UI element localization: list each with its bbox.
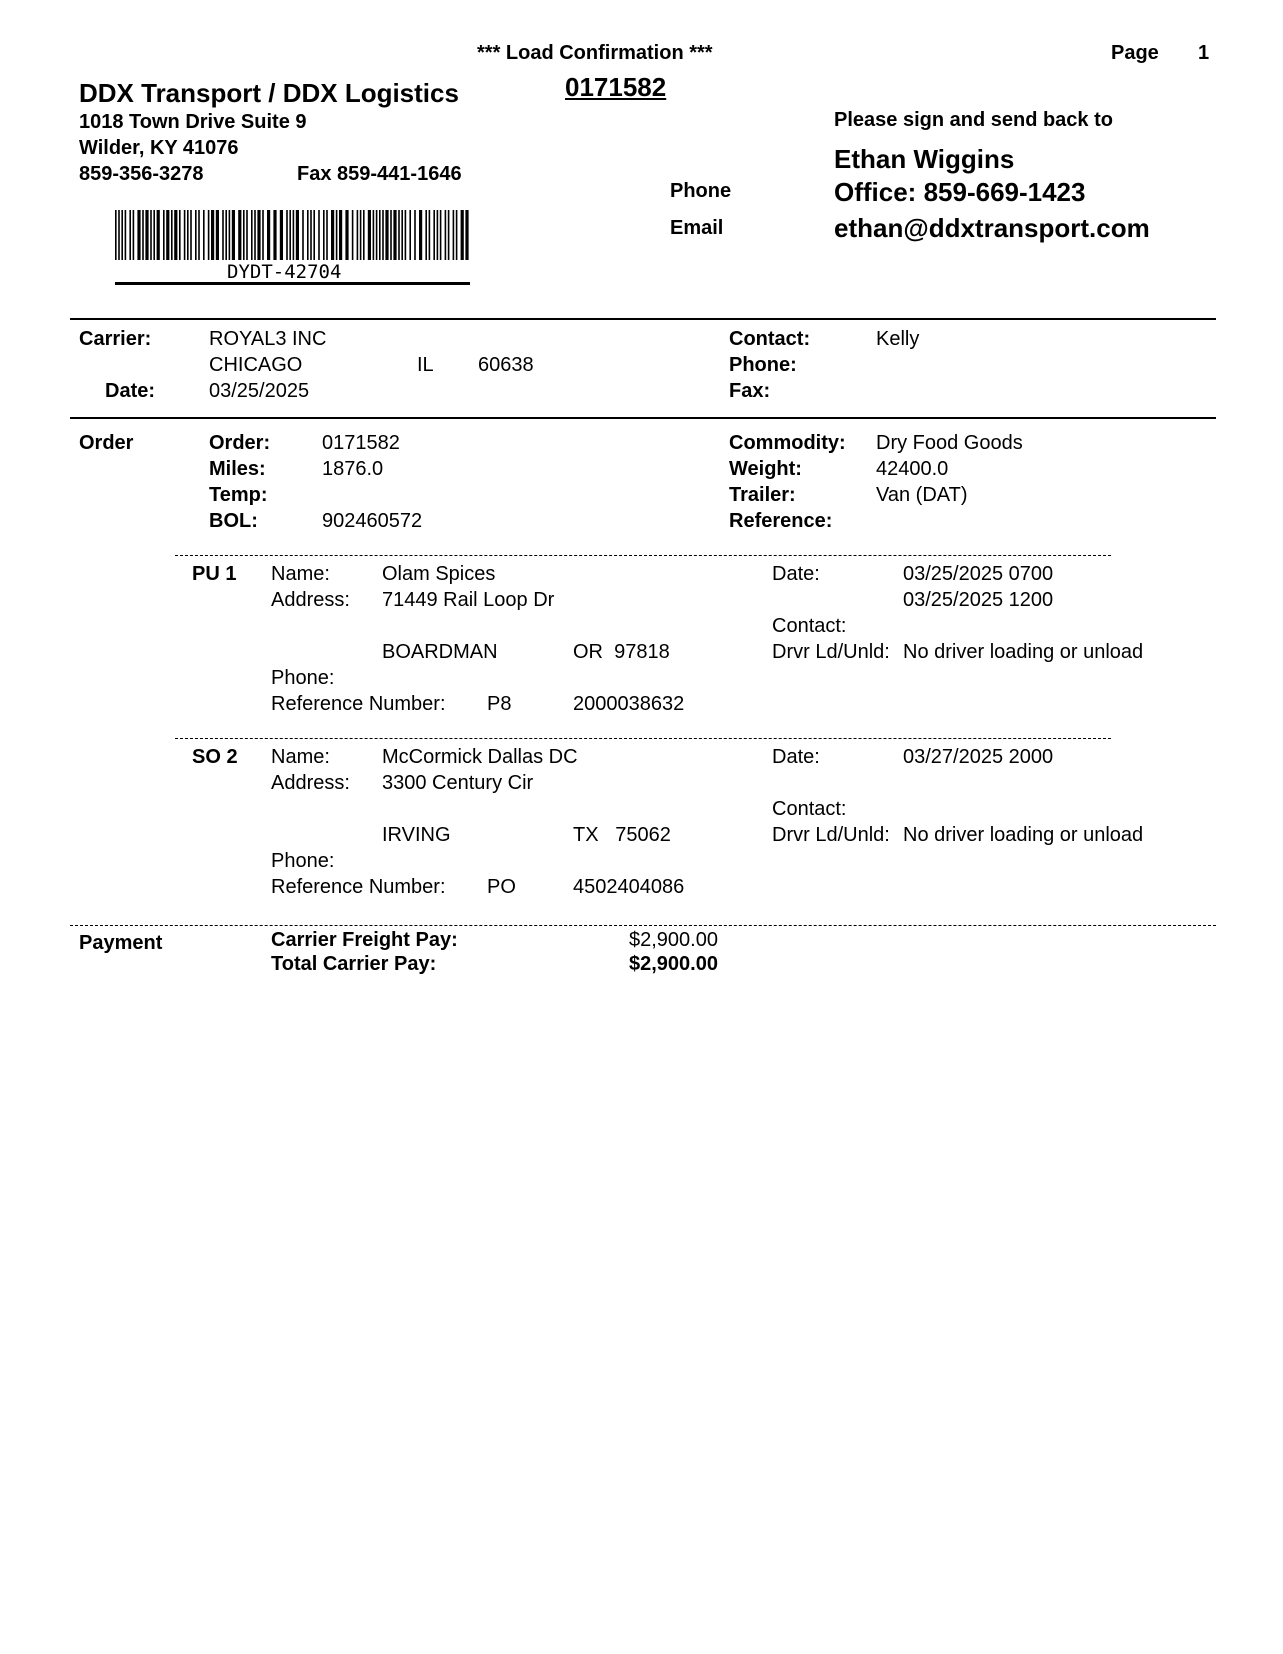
- barcode-bar: [390, 210, 392, 260]
- payment-section-label: Payment: [79, 932, 163, 954]
- divider-stop2: [175, 738, 1111, 739]
- barcode-bar: [352, 210, 354, 260]
- stop-state-zip: TX 75062: [573, 824, 671, 846]
- stop-address-label: Address:: [271, 772, 350, 794]
- barcode-bar: [216, 210, 219, 260]
- commodity-label: Commodity:: [729, 432, 846, 454]
- stop-contact-label: Contact:: [772, 798, 847, 820]
- barcode-bar: [456, 210, 458, 260]
- company-phone: 859-356-3278: [79, 163, 204, 185]
- barcode-bar: [208, 210, 210, 260]
- barcode-bar: [437, 210, 439, 260]
- stop-date-label: Date:: [772, 563, 820, 585]
- freight-pay-value: $2,900.00: [629, 929, 718, 951]
- barcode-bar: [323, 210, 325, 260]
- stop-name-label: Name:: [271, 746, 330, 768]
- barcode-bar: [419, 210, 422, 260]
- stop-date-end: 03/25/2025 1200: [903, 589, 1054, 611]
- total-pay-value: $2,900.00: [629, 953, 718, 975]
- commodity-value: Dry Food Goods: [876, 432, 1023, 454]
- barcode-bar: [222, 210, 224, 260]
- company-address-line1: 1018 Town Drive Suite 9: [79, 111, 307, 133]
- barcode-bar: [357, 210, 359, 260]
- barcode-bar: [360, 210, 362, 260]
- barcode-bar: [238, 210, 241, 260]
- barcode-bar: [257, 210, 260, 260]
- carrier-state: IL: [417, 354, 434, 376]
- order-number-heading: 0171582: [565, 72, 667, 102]
- barcode-bar: [254, 210, 256, 260]
- divider-payment: [70, 925, 1216, 926]
- stop-name: McCormick Dallas DC: [382, 746, 578, 768]
- barcode-bar: [409, 210, 411, 260]
- barcode-bar: [289, 210, 291, 260]
- barcode-bar: [280, 210, 283, 260]
- barcode-bar: [179, 210, 181, 260]
- barcode-bar: [129, 210, 131, 260]
- document-title: *** Load Confirmation ***: [477, 42, 713, 64]
- barcode-bar: [187, 210, 189, 260]
- barcode-bar: [121, 210, 123, 260]
- divider-stop1: [175, 555, 1111, 556]
- stop-code: PU 1: [192, 563, 237, 585]
- barcode-bar: [190, 210, 192, 260]
- weight-value: 42400.0: [876, 458, 949, 480]
- barcode-bar: [445, 210, 447, 260]
- barcode-bar: [296, 210, 299, 260]
- stop-name-label: Name:: [271, 563, 330, 585]
- barcode-bar: [363, 210, 365, 260]
- barcode-bar: [125, 210, 127, 260]
- barcode-bar: [195, 210, 197, 260]
- barcode-bar: [307, 210, 309, 260]
- order-section-label: Order: [79, 432, 134, 454]
- barcode-bar: [150, 210, 152, 260]
- carrier-phone-label: Phone:: [729, 354, 797, 376]
- carrier-label: Carrier:: [79, 328, 152, 350]
- barcode-bar: [166, 210, 169, 260]
- order-label: Order:: [209, 432, 271, 454]
- barcode-bar: [433, 210, 435, 260]
- barcode-bar: [414, 210, 416, 260]
- company-name: DDX Transport / DDX Logistics: [79, 78, 459, 108]
- phone-label: Phone: [670, 180, 732, 202]
- barcode-bar: [293, 210, 295, 260]
- barcode-bar: [163, 210, 165, 260]
- barcode-bar: [118, 210, 120, 260]
- barcode-bar: [385, 210, 388, 260]
- contact-phone: Office: 859-669-1423: [834, 177, 1086, 207]
- miles-value: 1876.0: [322, 458, 384, 480]
- freight-pay-label: Carrier Freight Pay:: [271, 929, 458, 951]
- carrier-fax-label: Fax:: [729, 380, 771, 402]
- stop-city: IRVING: [382, 824, 451, 846]
- order-value: 0171582: [322, 432, 400, 454]
- carrier-name: ROYAL3 INC: [209, 328, 327, 350]
- barcode-bar: [157, 210, 160, 260]
- barcode-bar: [393, 210, 396, 260]
- date-label: Date:: [105, 380, 156, 402]
- carrier-contact-label: Contact:: [729, 328, 811, 350]
- barcode-image: [115, 210, 470, 260]
- bol-label: BOL:: [209, 510, 258, 532]
- barcode-bar: [379, 210, 381, 260]
- stop-code: SO 2: [192, 746, 238, 768]
- trailer-label: Trailer:: [729, 484, 796, 506]
- barcode-bar: [368, 210, 371, 260]
- barcode-bar: [318, 210, 320, 260]
- barcode-bar: [211, 210, 214, 260]
- barcode-bar: [286, 210, 288, 260]
- stop-address-label: Address:: [271, 589, 350, 611]
- company-address-line2: Wilder, KY 41076: [79, 137, 239, 159]
- carrier-city: CHICAGO: [209, 354, 303, 376]
- barcode-bar: [198, 210, 200, 260]
- company-fax: Fax 859-441-1646: [297, 163, 462, 185]
- bol-value: 902460572: [322, 510, 423, 532]
- barcode-bar: [133, 210, 135, 260]
- barcode-bar: [171, 210, 173, 260]
- page-number: 1: [1198, 42, 1210, 64]
- barcode-bar: [267, 210, 270, 260]
- stop-drvr-label: Drvr Ld/Unld:: [772, 824, 890, 846]
- stop-ref-number: 4502404086: [573, 876, 685, 898]
- weight-label: Weight:: [729, 458, 802, 480]
- barcode-bar: [398, 210, 400, 260]
- miles-label: Miles:: [209, 458, 266, 480]
- contact-email: ethan@ddxtransport.com: [834, 213, 1150, 243]
- stop-ref-label: Reference Number:: [271, 876, 446, 898]
- barcode-bar: [326, 210, 328, 260]
- barcode-bar: [251, 210, 253, 260]
- carrier-date: 03/25/2025: [209, 380, 310, 402]
- total-pay-label: Total Carrier Pay:: [271, 953, 437, 975]
- barcode-bar: [465, 210, 468, 260]
- barcode-bar: [401, 210, 403, 260]
- barcode-bar: [453, 210, 455, 260]
- barcode-bar: [429, 210, 431, 260]
- barcode-bar: [310, 210, 312, 260]
- stop-ref-type: P8: [487, 693, 512, 715]
- barcode-bar: [246, 210, 248, 260]
- barcode-bar: [145, 210, 148, 260]
- stop-phone-label: Phone:: [271, 667, 335, 689]
- barcode-bar: [232, 210, 235, 260]
- email-label: Email: [670, 217, 724, 239]
- barcode-bar: [440, 210, 442, 260]
- barcode-bar: [331, 210, 334, 260]
- barcode-bar: [273, 210, 276, 260]
- barcode-bar: [174, 210, 177, 260]
- barcode-bar: [405, 210, 407, 260]
- barcode-bar: [243, 210, 245, 260]
- barcode-bar: [376, 210, 378, 260]
- barcode-bar: [382, 210, 384, 260]
- divider-carrier-bottom: [70, 417, 1216, 419]
- page-label: Page: [1111, 42, 1159, 64]
- barcode-bar: [373, 210, 375, 260]
- barcode-bar: [448, 210, 450, 260]
- barcode-bar: [115, 210, 117, 260]
- barcode-bar: [302, 210, 304, 260]
- stop-ref-number: 2000038632: [573, 693, 685, 715]
- send-back-label: Please sign and send back to: [834, 109, 1113, 131]
- barcode-bar: [313, 210, 315, 260]
- stop-address: 3300 Century Cir: [382, 772, 534, 794]
- barcode-bar: [225, 210, 227, 260]
- barcode-text: DYDT-42704: [227, 261, 342, 283]
- barcode-bar: [461, 210, 464, 260]
- stop-name: Olam Spices: [382, 563, 496, 585]
- stop-ref-type: PO: [487, 876, 516, 898]
- trailer-value: Van (DAT): [876, 484, 968, 506]
- barcode-bar: [142, 210, 144, 260]
- barcode-bar: [345, 210, 348, 260]
- stop-ref-label: Reference Number:: [271, 693, 446, 715]
- carrier-zip: 60638: [478, 354, 534, 376]
- stop-drvr-value: No driver loading or unload: [903, 824, 1144, 846]
- barcode-bar: [184, 210, 186, 260]
- stop-contact-label: Contact:: [772, 615, 847, 637]
- stop-phone-label: Phone:: [271, 850, 335, 872]
- stop-state-zip: OR 97818: [573, 641, 670, 663]
- stop-date-label: Date:: [772, 746, 820, 768]
- barcode-bar: [153, 210, 155, 260]
- stop-date-start: 03/25/2025 0700: [903, 563, 1054, 585]
- contact-name: Ethan Wiggins: [834, 144, 1015, 174]
- stop-date-start: 03/27/2025 2000: [903, 746, 1054, 768]
- barcode-bar: [229, 210, 231, 260]
- divider-carrier-top: [70, 318, 1216, 320]
- stop-drvr-value: No driver loading or unload: [903, 641, 1144, 663]
- reference-label: Reference:: [729, 510, 833, 532]
- barcode-bar: [262, 210, 264, 260]
- barcode-underline: [115, 282, 470, 285]
- barcode-bar: [137, 210, 140, 260]
- stop-city: BOARDMAN: [382, 641, 498, 663]
- temp-label: Temp:: [209, 484, 268, 506]
- barcode-bar: [336, 210, 338, 260]
- carrier-contact-value: Kelly: [876, 328, 920, 350]
- stop-address: 71449 Rail Loop Dr: [382, 589, 555, 611]
- stop-drvr-label: Drvr Ld/Unld:: [772, 641, 890, 663]
- barcode-bar: [339, 210, 342, 260]
- barcode-bar: [425, 210, 427, 260]
- barcode-bar: [203, 210, 205, 260]
